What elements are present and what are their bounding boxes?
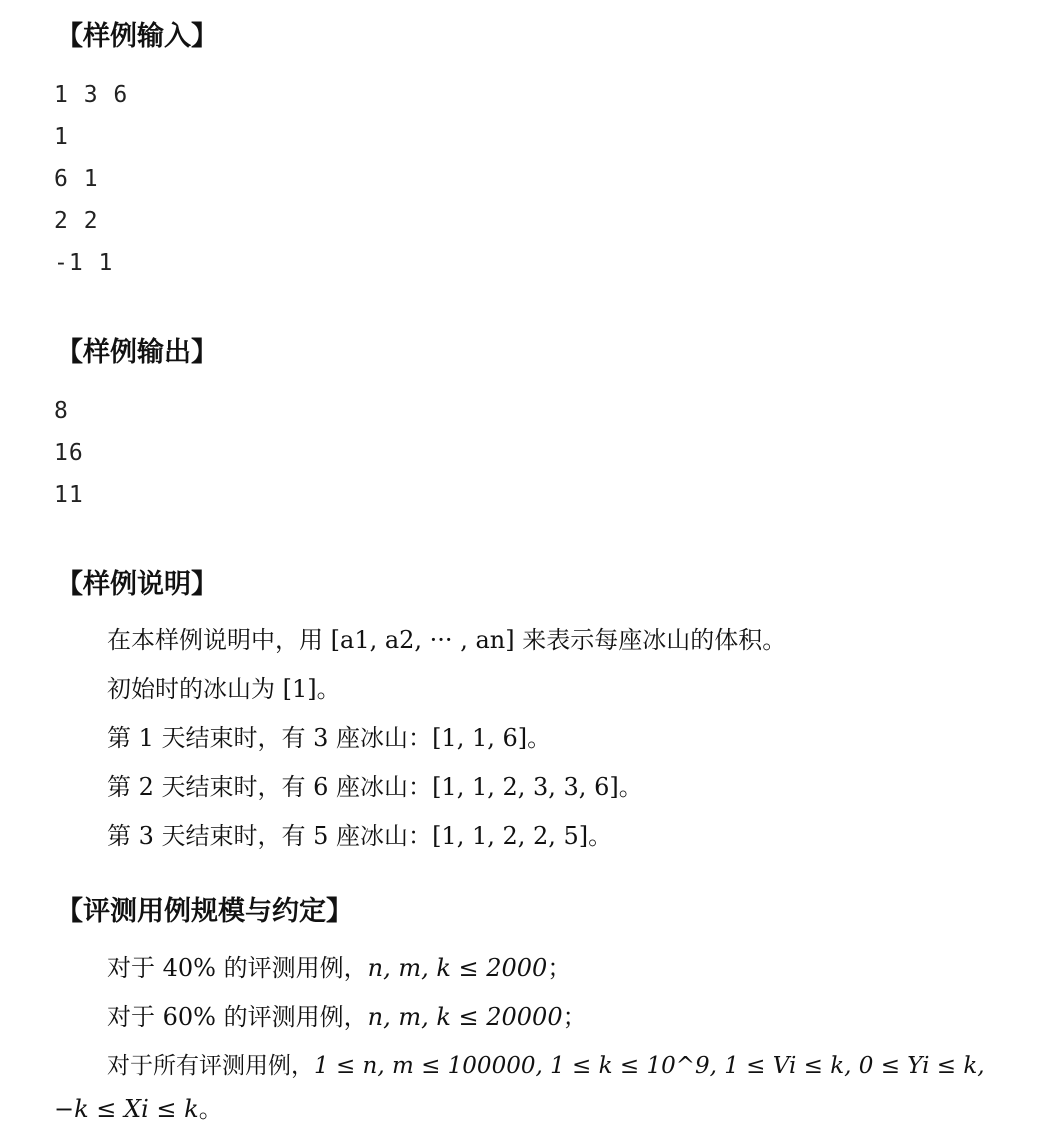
constraints-title: 【评测用例规模与约定】: [56, 896, 353, 927]
sample-input-title: 【样例输入】: [56, 21, 218, 52]
constraint-line-3-prefix: 对于所有评测用例，: [107, 1053, 314, 1079]
constraint-line-1-prefix: 对于 40% 的评测用例，: [107, 954, 368, 982]
constraint-line-1-math: n, m, k ≤ 2000: [367, 954, 548, 982]
constraint-line-1-suffix: ；: [547, 954, 572, 982]
explanation-line-5-prefix: 第 3 天结束时，有 5 座冰山：: [107, 822, 433, 850]
explanation-line-2-prefix: 初始时的冰山为: [107, 675, 283, 703]
sample-output-line-2: 16: [54, 440, 84, 466]
constraint-line-2: [107, 1001, 587, 1033]
explanation-line-3-math: [1, 1, 6]: [432, 724, 528, 752]
explanation-line-4-prefix: 第 2 天结束时，有 6 座冰山：: [107, 773, 433, 801]
sample-input-line-3: 6 1: [54, 166, 99, 192]
explanation-line-2-math: [1]: [282, 675, 317, 703]
sample-input-line-4: 2 2: [54, 208, 99, 234]
explanation-line-2-suffix: 。: [316, 675, 341, 703]
explanation-line-3-suffix: 。: [527, 724, 552, 752]
explanation-line-3: [107, 722, 551, 754]
constraint-line-3-math: 1 ≤ n, m ≤ 100000, 1 ≤ k ≤ 10^9, 1 ≤ Vi ≤ k, 0 ≤ Yi ≤ k,: [314, 1053, 985, 1079]
constraint-line-1: [107, 952, 571, 984]
explanation-line-4-math: [1, 1, 2, 3, 3, 6]: [432, 773, 619, 801]
explanation-line-1-suffix: 来表示每座冰山的体积。: [514, 626, 787, 654]
sample-explanation-title: 【样例说明】: [56, 569, 218, 600]
constraint-line-4-suffix: 。: [198, 1095, 223, 1123]
sample-input-line-1: 1 3 6: [54, 82, 129, 108]
sample-input-line-2: 1: [54, 124, 69, 150]
explanation-line-4-suffix: 。: [618, 773, 643, 801]
constraint-line-2-suffix: ；: [562, 1003, 587, 1031]
explanation-line-5-suffix: 。: [588, 822, 613, 850]
sample-output-title: 【样例输出】: [56, 337, 218, 368]
explanation-line-5: [107, 820, 612, 852]
constraint-line-3: [107, 1050, 985, 1082]
explanation-line-3-prefix: 第 1 天结束时，有 3 座冰山：: [107, 724, 433, 752]
constraint-line-2-math: n, m, k ≤ 20000: [367, 1003, 563, 1031]
sample-output-line-1: 8: [54, 398, 69, 424]
explanation-line-1: [107, 624, 786, 656]
explanation-line-1-math: [a1, a2, ··· , an]: [330, 626, 515, 654]
sample-output-line-3: 11: [54, 482, 84, 508]
explanation-line-5-math: [1, 1, 2, 2, 5]: [432, 822, 589, 850]
explanation-line-2: [107, 673, 341, 705]
constraint-line-4: [54, 1093, 223, 1125]
sample-input-line-5: -1 1: [54, 250, 114, 276]
explanation-line-1-prefix: 在本样例说明中，用: [107, 626, 331, 654]
constraint-line-2-prefix: 对于 60% 的评测用例，: [107, 1003, 368, 1031]
constraint-line-4-math: −k ≤ Xi ≤ k: [54, 1095, 199, 1123]
explanation-line-4: [107, 771, 643, 803]
